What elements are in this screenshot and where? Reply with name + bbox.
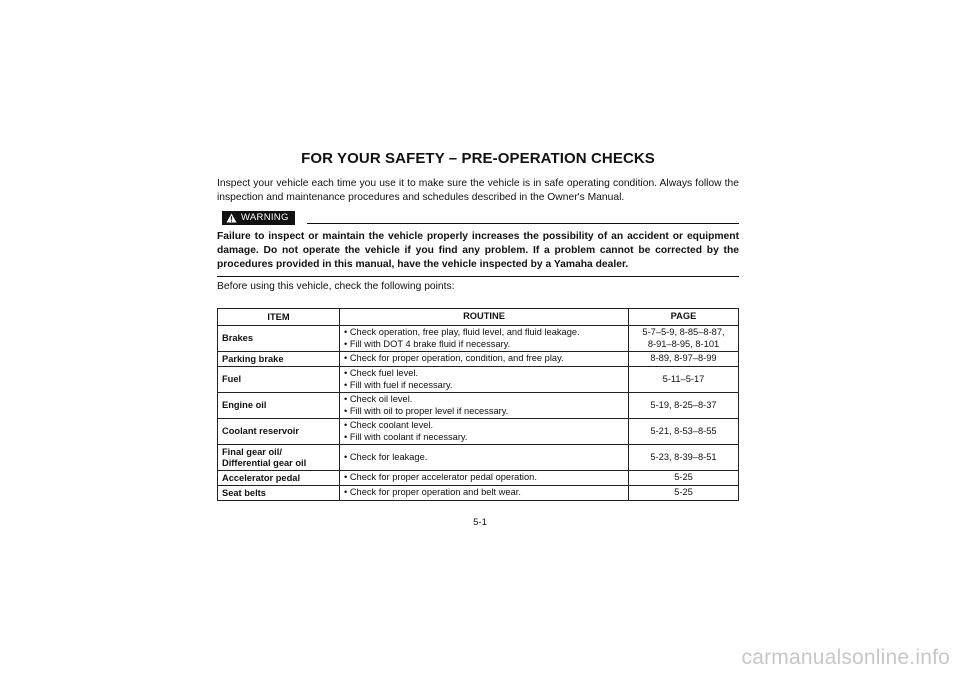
row-routine (340, 367, 629, 393)
row-item-line: Brakes (222, 333, 254, 343)
row-item (218, 486, 340, 501)
row-routine (340, 393, 629, 419)
table-row (218, 393, 739, 419)
row-item (218, 393, 340, 419)
row-page (629, 419, 739, 445)
row-page (629, 486, 739, 501)
row-routine-line: • Fill with fuel if necessary. (344, 379, 453, 390)
row-page (629, 326, 739, 352)
row-routine-line: • Check operation, free play, fluid level, and fluid leakage. (344, 327, 580, 337)
row-item (218, 445, 340, 471)
row-item (218, 419, 340, 445)
row-item-line: Differential gear oil (222, 457, 307, 468)
row-page-line: 5-7–5-9, 8-85–8-87, (642, 327, 725, 337)
row-page (629, 367, 739, 393)
row-page (629, 445, 739, 471)
table-row (218, 352, 739, 367)
row-page (629, 352, 739, 367)
row-routine-line: • Fill with coolant if necessary. (344, 431, 468, 442)
row-routine-line: • Fill with oil to proper level if necessary. (344, 405, 509, 416)
row-item (218, 326, 340, 352)
row-routine-line: • Check for proper operation, condition, and free play. (344, 353, 564, 364)
row-page-line: 5-11–5-17 (662, 373, 705, 384)
pre-operation-checks-table (217, 308, 739, 501)
table-row (218, 326, 739, 352)
row-page-line: 8-91–8-95, 8-101 (647, 338, 720, 349)
row-routine-line: • Check fuel level. (344, 368, 419, 378)
row-item-line: Final gear oil/ (222, 446, 282, 457)
table-body (218, 326, 739, 501)
row-item-line: Accelerator pedal (222, 472, 301, 483)
row-page-line: 5-19, 8-25–8-37 (650, 399, 717, 410)
table-row (218, 367, 739, 393)
row-item-line: Seat belts (222, 487, 266, 498)
row-item-line: Engine oil (222, 400, 267, 410)
row-page-line: 5-25 (674, 487, 693, 498)
row-routine-line: • Check oil level. (344, 394, 413, 404)
row-routine (340, 486, 629, 501)
watermark: carmanualsonline.info (741, 646, 950, 669)
table-header-row (218, 309, 739, 326)
row-routine-line: • Fill with DOT 4 brake fluid if necessary. (344, 338, 511, 349)
table-row (218, 419, 739, 445)
row-routine (340, 352, 629, 367)
warning-rule (307, 223, 739, 224)
row-page-line: 5-21, 8-53–8-55 (650, 425, 717, 436)
manual-page (217, 150, 739, 498)
table-row (218, 471, 739, 486)
row-item-line: Fuel (222, 374, 242, 384)
row-item-line: Parking brake (222, 353, 284, 364)
header-item: ITEM (218, 309, 340, 326)
warning-header (217, 211, 739, 227)
before-use-text: Before using this vehicle, check the following points: (217, 281, 455, 292)
row-page (629, 471, 739, 486)
header-page: PAGE (629, 309, 739, 326)
row-page-line: 5-25 (674, 472, 693, 483)
row-page-line: 8-89, 8-97–8-99 (650, 353, 717, 364)
page-number: 5-1 (473, 517, 487, 528)
row-routine-line: • Check for proper operation and belt wear. (344, 487, 521, 498)
row-page (629, 393, 739, 419)
row-routine (340, 419, 629, 445)
row-item (218, 352, 340, 367)
warning-badge (222, 211, 295, 225)
header-routine: ROUTINE (340, 309, 629, 326)
page-title: FOR YOUR SAFETY – PRE-OPERATION CHECKS (301, 150, 655, 167)
warning-triangle-icon (226, 213, 237, 223)
row-routine (340, 445, 629, 471)
intro-paragraph: Inspect your vehicle each time you use it to make sure the vehicle is in safe operating condition. Always follow the inspection and maintenance procedures and schedules described in the Owner's Manual. (217, 178, 739, 203)
row-item (218, 367, 340, 393)
row-item (218, 471, 340, 486)
row-routine-line: • Check coolant level. (344, 420, 434, 430)
row-routine (340, 326, 629, 352)
row-routine-line: • Check for leakage. (344, 451, 428, 462)
warning-text: Failure to inspect or maintain the vehicle properly increases the possibility of an accident or equipment damage. Do not operate the vehicle if you find any problem. If a problem cannot be corrected by the procedures provided in this manual, have the vehicle inspected by a Yamaha dealer. (217, 230, 739, 277)
warning-label: WARNING (241, 212, 289, 223)
row-page-line: 5-23, 8-39–8-51 (650, 451, 717, 462)
row-item-line: Coolant reservoir (222, 426, 299, 436)
row-routine (340, 471, 629, 486)
row-routine-line: • Check for proper accelerator pedal operation. (344, 472, 537, 483)
table-row (218, 445, 739, 471)
table-row (218, 486, 739, 501)
